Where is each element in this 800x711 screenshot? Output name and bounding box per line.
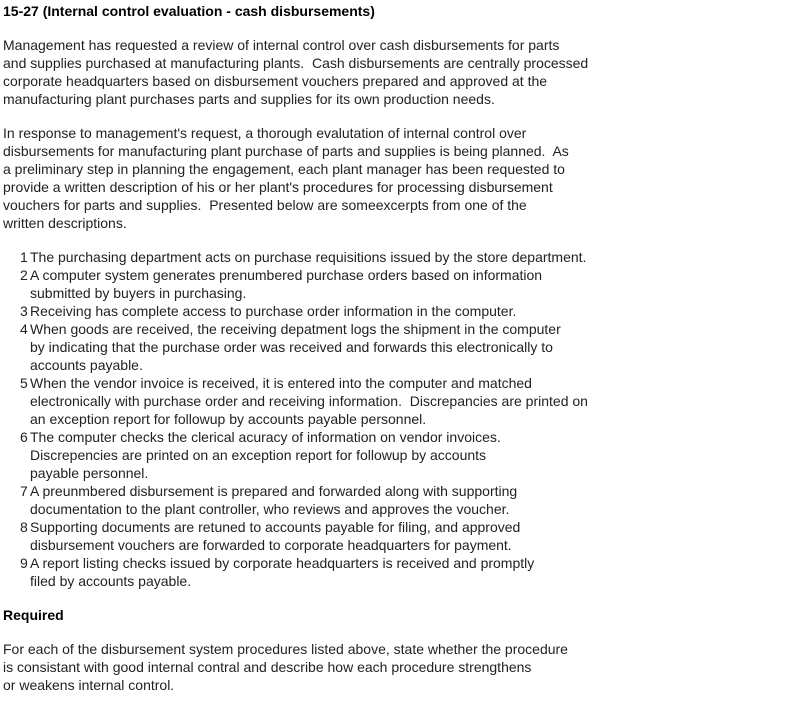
- required-heading-block: [3, 606, 800, 624]
- procedure-text-line: filed by accounts payable.: [30, 573, 192, 589]
- procedure-text-line: Discrepencies are printed on an exception report for followup by accounts: [30, 447, 487, 463]
- procedure-number: 8: [20, 519, 28, 535]
- requirement-paragraph: [3, 640, 800, 694]
- procedure-text-line: payable personnel.: [30, 465, 149, 481]
- paragraph-line: written descriptions.: [3, 215, 127, 231]
- paragraph-line: is consistant with good internal contral and describe how each procedure strengthens: [3, 659, 532, 675]
- procedure-text-line: electronically with purchase order and receiving information. Discrepancies are printed on: [30, 393, 588, 409]
- procedure-text-line: A preunmbered disbursement is prepared and forwarded along with supporting: [30, 483, 518, 499]
- procedure-item-8: [3, 518, 800, 554]
- procedure-text-line: disbursement vouchers are forwarded to corporate headquarters for payment.: [30, 537, 512, 553]
- paragraph-line: For each of the disbursement system procedures listed above, state whether the procedure: [3, 641, 568, 657]
- procedure-item-7: [3, 482, 800, 518]
- paragraph-line: corporate headquarters based on disbursement vouchers prepared and approved at the: [3, 73, 548, 89]
- paragraph-line: manufacturing plant purchases parts and supplies for its own production needs.: [3, 91, 495, 107]
- procedure-number: 9: [20, 555, 28, 571]
- procedure-item-2: [3, 266, 800, 302]
- procedure-text-line: The computer checks the clerical acuracy of information on vendor invoices.: [30, 429, 501, 445]
- procedure-item-9: [3, 554, 800, 590]
- planning-paragraph: [3, 124, 800, 232]
- procedure-text-line: The purchasing department acts on purchase requisitions issued by the store department.: [30, 249, 587, 265]
- procedure-text-line: documentation to the plant controller, who reviews and approves the voucher.: [30, 501, 510, 517]
- procedure-item-4: [3, 320, 800, 374]
- procedure-number: 3: [20, 303, 28, 319]
- procedure-number: 6: [20, 429, 28, 445]
- procedure-text-line: by indicating that the purchase order was received and forwards this electronically to: [30, 339, 553, 355]
- paragraph-line: vouchers for parts and supplies. Presented below are someexcerpts from one of the: [3, 197, 527, 213]
- procedure-number: 4: [20, 321, 28, 337]
- procedure-number: 7: [20, 483, 28, 499]
- procedure-text-line: Supporting documents are retuned to accounts payable for filing, and approved: [30, 519, 521, 535]
- procedure-item-1: [3, 248, 800, 266]
- procedure-text-line: an exception report for followup by accounts payable personnel.: [30, 411, 427, 427]
- paragraph-line: a preliminary step in planning the engagement, each plant manager has been requested to: [3, 161, 565, 177]
- procedure-list: [3, 248, 800, 590]
- procedure-number: 2: [20, 267, 28, 283]
- problem-title-block: [3, 2, 800, 20]
- procedure-text-line: A report listing checks issued by corporate headquarters is received and promptly: [30, 555, 535, 571]
- paragraph-line: In response to management's request, a thorough evalutation of internal control over: [3, 125, 527, 141]
- procedure-text-line: submitted by buyers in purchasing.: [30, 285, 247, 301]
- paragraph-line: Management has requested a review of internal control over cash disbursements for parts: [3, 37, 560, 53]
- procedure-item-5: [3, 374, 800, 428]
- procedure-number: 1: [20, 249, 28, 265]
- intro-paragraph: [3, 36, 800, 108]
- procedure-text-line: accounts payable.: [30, 357, 143, 373]
- procedure-number: 5: [20, 375, 28, 391]
- problem-title: 15-27 (Internal control evaluation - cash disbursements): [3, 3, 375, 19]
- paragraph-line: and supplies purchased at manufacturing plants. Cash disbursements are centrally processed: [3, 55, 589, 71]
- procedure-item-6: [3, 428, 800, 482]
- required-heading: Required: [3, 607, 64, 623]
- paragraph-line: disbursements for manufacturing plant purchase of parts and supplies is being planned. As: [3, 143, 569, 159]
- procedure-text-line: When goods are received, the receiving depatment logs the shipment in the computer: [30, 321, 561, 337]
- procedure-text-line: When the vendor invoice is received, it is entered into the computer and matched: [30, 375, 532, 391]
- paragraph-line: or weakens internal control.: [3, 677, 175, 693]
- procedure-text-line: A computer system generates prenumbered purchase orders based on information: [30, 267, 543, 283]
- procedure-item-3: [3, 302, 800, 320]
- procedure-text-line: Receiving has complete access to purchase order information in the computer.: [30, 303, 517, 319]
- paragraph-line: provide a written description of his or her plant's procedures for processing disbursement: [3, 179, 553, 195]
